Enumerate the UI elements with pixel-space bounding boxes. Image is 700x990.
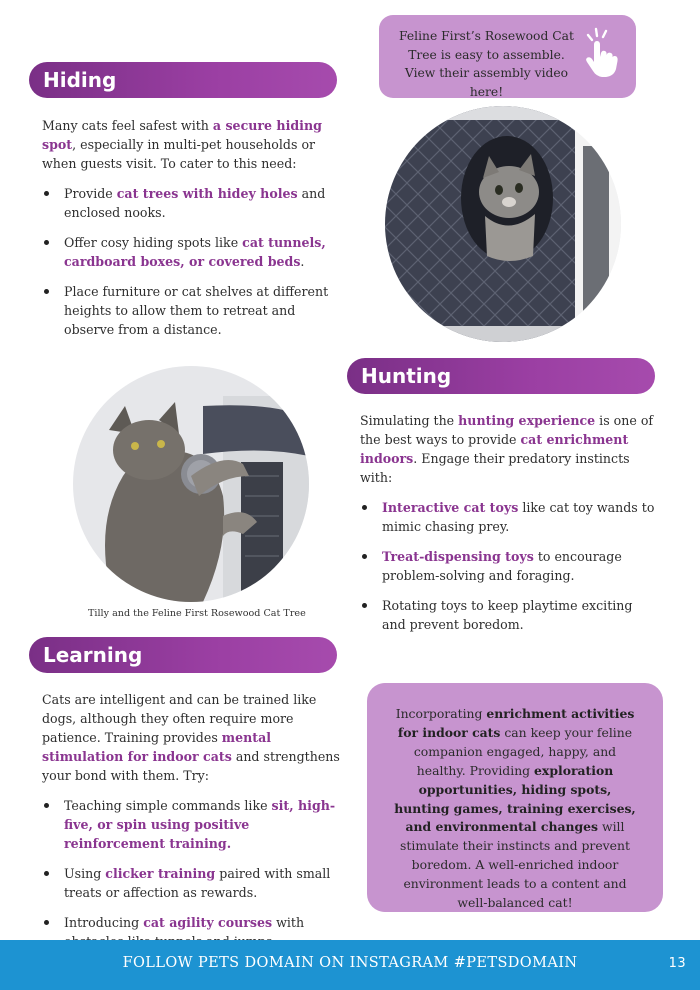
list-item: Using clicker training paired with small treats or affection as rewards. bbox=[42, 864, 342, 902]
hiding-list bbox=[42, 184, 342, 339]
list-item: Interactive cat toys like cat toy wands to mimic chasing prey. bbox=[360, 498, 660, 536]
cat-playing-photo bbox=[73, 366, 309, 602]
hunting-body bbox=[360, 411, 660, 634]
list-item: Rotating toys to keep playtime exciting and prevent boredom. bbox=[360, 596, 660, 634]
cat-hidey-hole-photo bbox=[385, 106, 621, 342]
hiding-heading-text: Hiding bbox=[43, 68, 117, 92]
learning-heading bbox=[29, 637, 337, 673]
summary-callout: Incorporating enrichment activities for indoor cats can keep your feline companion engaged, happy, and healthy. Providing exploration opportunities, hiding spots, hunting games, training exercises, and environmental changes will stimulate their instincts and prevent boredom. A well-enriched indoor environment leads to a content and well-balanced cat! bbox=[367, 683, 663, 912]
footer-bar bbox=[0, 940, 700, 990]
list-item: Offer cosy hiding spots like cat tunnels, cardboard boxes, or covered beds. bbox=[42, 233, 342, 271]
assembly-video-callout[interactable] bbox=[379, 15, 636, 98]
learning-intro: Cats are intelligent and can be trained like dogs, although they often require more patience. Training provides mental stimulation for indoor cats and strengthens your bond with them. Try: bbox=[42, 692, 340, 783]
hiding-body bbox=[42, 116, 342, 339]
hiding-heading bbox=[29, 62, 337, 98]
hunting-heading bbox=[347, 358, 655, 394]
hunting-list bbox=[360, 498, 660, 634]
page-number: 13 bbox=[668, 956, 686, 971]
list-item: Teaching simple commands like sit, high-five, or spin using positive reinforcement training. bbox=[42, 796, 342, 853]
hunting-intro: Simulating the hunting experience is one of the best ways to provide cat enrichment indoors. Engage their predatory instincts with: bbox=[360, 413, 654, 485]
list-item: Provide cat trees with hidey holes and enclosed nooks. bbox=[42, 184, 342, 222]
hunting-heading-text: Hunting bbox=[361, 364, 452, 388]
list-item: Place furniture or cat shelves at different heights to allow them to retreat and observe from a distance. bbox=[42, 282, 342, 339]
learning-heading-text: Learning bbox=[43, 643, 143, 667]
pointing-hand-icon bbox=[578, 25, 622, 79]
learning-list bbox=[42, 796, 342, 951]
photo-caption: Tilly and the Feline First Rosewood Cat Tree bbox=[88, 608, 306, 619]
instagram-follow-link[interactable]: FOLLOW PETS DOMAIN ON INSTAGRAM #PETSDOMAIN bbox=[122, 955, 578, 971]
hiding-intro: Many cats feel safest with a secure hiding spot, especially in multi-pet households or when guests visit. To cater to this need: bbox=[42, 118, 322, 171]
callout-text: Feline First’s Rosewood Cat Tree is easy to assemble. View their assembly video here! bbox=[399, 29, 574, 99]
list-item: Treat-dispensing toys to encourage problem-solving and foraging. bbox=[360, 547, 660, 585]
list-item: Introducing cat agility courses with bbox=[42, 913, 342, 951]
learning-body bbox=[42, 690, 342, 951]
